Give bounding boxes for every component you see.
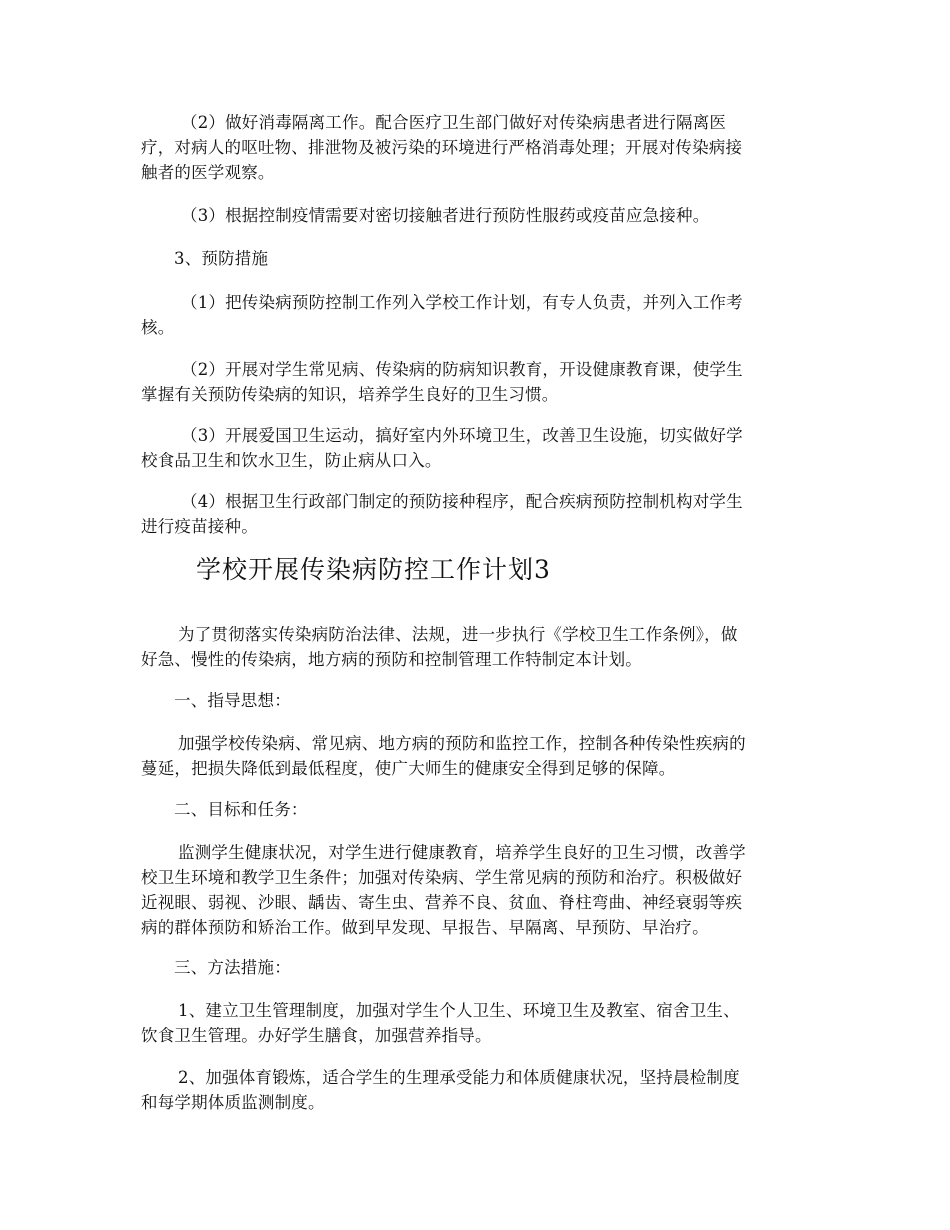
paragraph-plan-purpose: 为了贯彻落实传染病防治法律、法规，进一步执行《学校卫生工作条例》，做 好急、慢性的传染病，地方病的预防和控制管理工作特制定本计划。	[141, 625, 738, 669]
paragraph-emergency-vaccination: （3）根据控制疫情需要对密切接触者进行预防性服药或疫苗应急接种。	[181, 206, 710, 225]
section-guiding-ideology: 一、指导思想：	[174, 691, 291, 710]
paragraph-health-education: （2）开展对学生常见病、传染病的防病知识教育，开设健康教育课，使学生 掌握有关预防传染病的知识，培养学生良好的卫生习惯。	[141, 360, 743, 404]
paragraph-vaccination-program: （4）根据卫生行政部门制定的预防接种程序，配合疾病预防控制机构对学生 进行疫苗接种。	[141, 492, 743, 536]
paragraph-goals-tasks: 监测学生健康状况，对学生进行健康教育，培养学生良好的卫生习惯，改善学 校卫生环境和教学卫生条件；加强对传染病、学生常见病的预防和治疗。积极做好 近视眼、弱视、沙眼、龋齿、寄生虫、营养不良、贫血、脊柱弯曲、神经衰弱等疾 病的群体预防和矫治工作。做到早发现、早报告、早隔离、早预防、早治疗。	[141, 843, 746, 937]
paragraph-disinfection-isolation: （2）做好消毒隔离工作。配合医疗卫生部门做好对传染病患者进行隔离医 疗，对病人的呕吐物、排泄物及被污染的环境进行严格消毒处理；开展对传染病接 触者的医学观察。	[141, 113, 743, 182]
paragraph-guiding-ideology: 加强学校传染病、常见病、地方病的预防和监控工作，控制各种传染性疾病的 蔓延，把损失降低到最低程度，使广大师生的健康安全得到足够的保障。	[141, 734, 746, 778]
section-goals-tasks: 二、目标和任务：	[174, 800, 308, 819]
paragraph-hygiene-campaign: （3）开展爱国卫生运动，搞好室内外环境卫生，改善卫生设施，切实做好学 校食品卫生和饮水卫生，防止病从口入。	[141, 426, 743, 470]
section-prevention-measures: 3、预防措施	[174, 249, 269, 268]
section-heading: 学校开展传染病防控工作计划3	[196, 555, 551, 584]
paragraph-method-2: 2、加强体育锻炼，适合学生的生理承受能力和体质健康状况，坚持晨检制度 和每学期体质监测制度。	[141, 1068, 740, 1112]
paragraph-method-1: 1、建立卫生管理制度，加强对学生个人卫生、环境卫生及教室、宿舍卫生、 饮食卫生管理。办好学生膳食，加强营养指导。	[141, 1001, 740, 1045]
paragraph-prevention-plan: （1）把传染病预防控制工作列入学校工作计划，有专人负责，并列入工作考 核。	[141, 293, 743, 337]
section-methods: 三、方法措施：	[174, 958, 291, 977]
